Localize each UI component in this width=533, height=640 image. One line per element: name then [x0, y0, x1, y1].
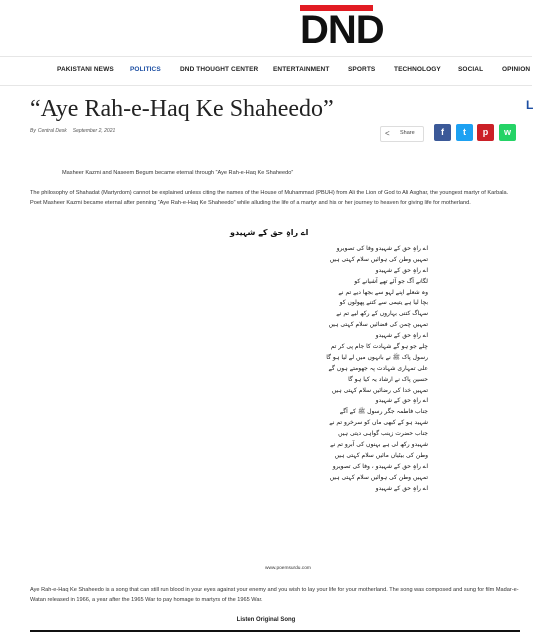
- divider: [30, 630, 520, 632]
- poem-line: اے راہِ حق کے شہیدو: [375, 397, 428, 405]
- poem-line: رسول پاک ﷺ نے بانہوں میں لے لیا ہو گا: [326, 353, 428, 361]
- article-title: “Aye Rah-e-Haq Ke Shaheedo”: [30, 96, 334, 122]
- poem-line: جناب فاطمہ جگر رسول ﷺ کے آگے: [339, 408, 428, 416]
- whatsapp-icon: w: [503, 127, 511, 137]
- nav-politics[interactable]: POLITICS: [130, 66, 161, 73]
- twitter-share-button[interactable]: [456, 124, 473, 141]
- poem-line: شہیدو رکھ لی ہے بہنوں کی آبرو تم نے: [330, 441, 428, 449]
- poem-line: تمہیں چمن کی فضائیں سلام کہتی ہیں: [328, 321, 428, 329]
- site-header: [0, 0, 532, 56]
- poem-line: حسین پاک نے ارشاد یہ کیا ہو گا: [348, 375, 428, 383]
- nav-sports[interactable]: SPORTS: [348, 66, 376, 73]
- poem-line: لگانے آگ جو آئے تھے آشیانے کو: [354, 277, 428, 285]
- nav-social[interactable]: SOCIAL: [458, 66, 484, 73]
- poem-line: تمہیں وطن کی ہوائیں سلام کہتی ہیں: [329, 255, 428, 263]
- share-button[interactable]: [380, 126, 424, 142]
- poem-line: اے راہِ حق کے شہیدو: [375, 332, 428, 340]
- author-link[interactable]: Central Desk: [37, 128, 67, 134]
- poem-caption: www.poemsurdu.com: [265, 566, 311, 571]
- poem-image: [244, 244, 428, 494]
- whatsapp-share-button[interactable]: [499, 124, 516, 141]
- byline-prefix: By: [30, 128, 36, 134]
- facebook-icon: f: [441, 127, 444, 137]
- poem-line: علی تمہاری شہادت پہ جھومتے ہوں گے: [328, 364, 428, 372]
- main-navigation: [0, 56, 532, 86]
- poem-line: اے راہِ حق کے شہیدو وفا کی تصویرو: [336, 245, 428, 252]
- facebook-share-button[interactable]: [434, 124, 451, 141]
- poem-line: اے راہِ حق کے شہیدو: [375, 484, 428, 492]
- nav-opinion[interactable]: OPINION: [502, 66, 531, 73]
- poem-line: سہاگ کتنی بہاروں کے رکھ لیے تم نے: [336, 310, 428, 318]
- pinterest-icon: p: [482, 127, 489, 137]
- pinterest-share-button[interactable]: [477, 124, 494, 141]
- poem-line: وہ شعلے اپنے لہو سے بجھا دیے تم نے: [338, 288, 428, 296]
- listen-heading: Listen Original Song: [236, 617, 296, 623]
- article-paragraph: The philosophy of Shahadat (Martyrdom) cannot be explained unless citing the names of the House of Muhammad (PBUH) from Ali the Lion of God to Ali Asghar, the youngest martyr of Karbala. Poet Masheer Kazmi became eternal after penning “Aye Rah-e-Haq Ke Shaheedo” while alluding the life of a martyr and his or her journey to heaven for giving life for motherland.: [30, 190, 509, 206]
- share-label: Share: [400, 130, 415, 136]
- twitter-icon: t: [463, 127, 466, 137]
- nav-entertainment[interactable]: ENTERTAINMENT: [273, 66, 330, 73]
- logo-text: DND: [300, 8, 384, 52]
- poem-line: اے راہِ حق کے شہیدو ، وفا کی تصویرو: [332, 462, 428, 470]
- share-icon: <: [385, 129, 390, 138]
- poem-line: بچا لیا ہے یتیمی سے کتنے پھولوں کو: [339, 299, 428, 307]
- article-paragraph: Aye Rah-e-Haq Ke Shaheedo is a song that can still run blood in your eyes against your enemy and you wish to lay your life for your motherland. The song was composed and sung for film Madar-e-Watan released in 1966, a year after the 1965 War to pay homage to martyrs of the 1965 War.: [30, 587, 519, 603]
- poem-title: اے راہِ حق کے شہیدو: [230, 228, 309, 237]
- dnd-logo[interactable]: [300, 5, 384, 52]
- poem-line: جناب حضرت زینب گواہی دیتی ہیں: [338, 430, 428, 438]
- article-byline: [30, 128, 121, 134]
- poem-line: شہید ہو کے کبھی ماں کو سرخرو تم نے: [329, 419, 428, 427]
- nav-pakistani-news[interactable]: PAKISTANI NEWS: [57, 66, 114, 73]
- poem-line: وطن کی بیٹیاں مائیں سلام کہتی ہیں: [334, 451, 428, 459]
- poem-line: اے راہِ حق کے شہیدو: [375, 266, 428, 274]
- sidebar-fragment: L: [526, 98, 533, 112]
- nav-dnd-thought-center[interactable]: DND THOUGHT CENTER: [180, 66, 259, 73]
- publish-date: September 2, 2021: [72, 128, 116, 134]
- poem-line: تمہیں خدا کی رضائیں سلام کہتی ہیں: [331, 386, 428, 394]
- poem-line: چلے جو ہو گے شہادت کا جام پی کر تم: [330, 343, 428, 351]
- article-intro: Masheer Kazmi and Naseem Begum became eternal through “Aye Rah-e-Haq Ke Shaheedo”: [62, 170, 294, 176]
- poem-line: تمہیں وطن کی ہوائیں سلام کہتی ہیں: [329, 473, 428, 481]
- nav-technology[interactable]: TECHNOLOGY: [394, 66, 441, 73]
